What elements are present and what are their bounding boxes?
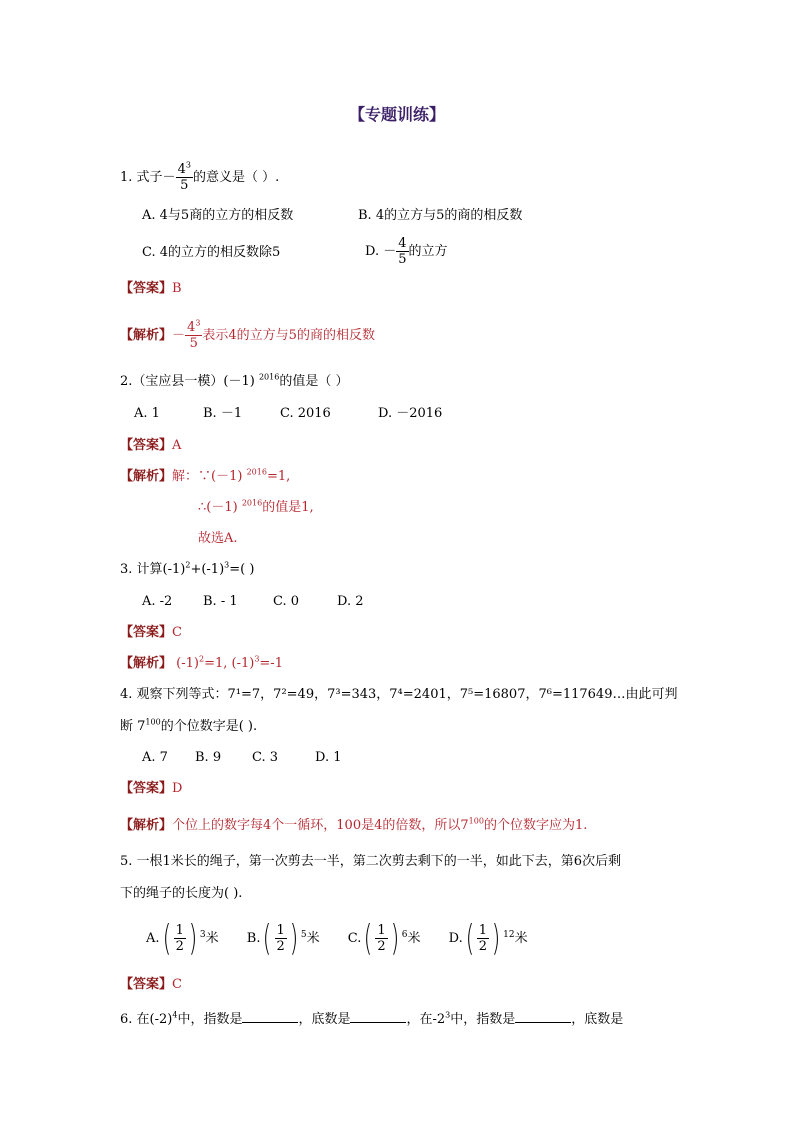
q2-exp: 2016	[258, 372, 280, 382]
q2-stem-tail: 的值是（ ）	[279, 374, 349, 389]
q5-opt-d-den: 2	[478, 939, 488, 954]
q2-option-c: C. 2016	[280, 406, 331, 421]
q2-stem: 2.（宝应县一模）(－1)	[120, 374, 259, 389]
q1-optd-prefix: D. －	[365, 244, 397, 259]
q3-an-a: (-1)	[176, 656, 199, 671]
q4-l2b: 的个位数字是( ).	[160, 719, 258, 734]
q3-option-a: A. -2	[142, 594, 173, 609]
q5-option-a: A.( $\frac{1}{2}$ ) 3米	[146, 931, 219, 946]
question-5-line1: 5. 一根1米长的绳子，第一次剪去一半，第二次剪去剩下的一半，如此下去，第6次后剩	[120, 854, 622, 869]
q5-opt-d-frac	[477, 923, 489, 954]
q6-blank-2[interactable]	[350, 1010, 406, 1023]
q3-option-b: B. - 1	[203, 594, 238, 609]
q2-answer	[120, 437, 181, 455]
q4-option-a: A. 7	[142, 750, 168, 765]
q5-opt-d-num: 1	[478, 923, 488, 938]
q1-optd-den: 5	[398, 252, 407, 267]
q6-exp2: 3	[445, 1010, 451, 1020]
q5-opt-a-den: 2	[175, 939, 184, 954]
q6-f: ，底数是	[571, 1012, 624, 1027]
q4-l2exp: 100	[145, 717, 161, 727]
q1-an-frac-exp: 3	[195, 318, 201, 328]
q1-frac-den: 5	[180, 178, 189, 193]
q4-analysis	[120, 817, 587, 835]
q6-blank-1[interactable]	[242, 1010, 298, 1023]
q4-answer-label: 【答案】	[120, 781, 173, 796]
q1-option-d	[365, 236, 448, 267]
question-4-line2	[120, 718, 257, 736]
q5-opt-a-num: 1	[175, 923, 184, 938]
q4-answer	[120, 780, 182, 798]
q5-option-c: C.( $\frac{1}{2}$ ) 6米	[348, 931, 421, 946]
q2-an-1exp: 2016	[246, 467, 267, 477]
q1-analysis-label: 【解析】	[120, 328, 173, 343]
q5-option-d: D.( $\frac{1}{2}$ ) 12米	[449, 931, 528, 946]
q6-blank-3[interactable]	[515, 1010, 571, 1023]
q4-option-d: D. 1	[315, 750, 342, 765]
q2-analysis-line1	[120, 468, 290, 486]
q6-a: 6. 在(-2)	[120, 1012, 173, 1027]
q3-analysis-label: 【解析】	[120, 656, 173, 671]
q3-stem-a: 3. 计算(-1)	[120, 562, 186, 577]
q5-opt-b-label: B.	[246, 931, 261, 946]
q5-opt-c-label: C.	[347, 931, 362, 946]
q5-opt-c-num: 1	[377, 923, 386, 938]
q2-analysis-line3: 故选A.	[198, 531, 238, 546]
q2-option-b: B. －1	[203, 406, 243, 421]
q4-analysis-label: 【解析】	[120, 818, 173, 833]
q5-answer	[120, 976, 182, 994]
q5-opt-c-unit: 米	[407, 931, 421, 946]
q1-option-c: C. 4的立方的相反数除5	[142, 245, 281, 260]
q2-answer-label: 【答案】	[120, 438, 173, 453]
q5-opt-d-label: D.	[448, 931, 463, 946]
q5-answer-value: C	[172, 977, 182, 992]
q5-opt-d-unit: 米	[514, 931, 528, 946]
q2-an-2b: 的值是1,	[262, 500, 314, 515]
q5-option-b: B.( $\frac{1}{2}$ ) 5米	[247, 931, 320, 946]
q5-opt-c-den: 2	[377, 939, 386, 954]
q4-option-c: C. 3	[252, 750, 279, 765]
q3-exp2: 3	[224, 560, 230, 570]
question-3-stem	[120, 561, 254, 579]
q4-an-exp: 100	[468, 816, 484, 826]
q5-options	[146, 918, 528, 960]
q1-optd-fraction	[396, 236, 408, 267]
q5-opt-d-exp: 12	[503, 930, 515, 940]
q3-option-c: C. 0	[273, 594, 300, 609]
q5-opt-c-frac	[375, 923, 387, 954]
q3-stem-b: +(-1)	[190, 562, 225, 577]
q4-answer-value: D	[172, 781, 183, 796]
q2-an-2a: ∴(－1)	[198, 500, 242, 515]
q4-option-b: B. 9	[195, 750, 222, 765]
q1-fraction	[176, 162, 193, 193]
q1-analysis-text: 表示4的立方与5的商的相反数	[202, 328, 375, 343]
q1-suffix: 的意义是（ ）.	[192, 170, 280, 185]
page-title: 【专题训练】	[348, 105, 445, 124]
q4-an-b: 的个位数字应为1.	[483, 818, 588, 833]
q2-answer-value: A	[172, 438, 182, 453]
q1-frac-exp: 3	[185, 160, 191, 170]
q3-an-exp2: 3	[254, 654, 260, 664]
q2-option-d: D. －2016	[378, 406, 443, 421]
q3-answer-value: C	[172, 625, 182, 640]
q2-an-2exp: 2016	[241, 498, 263, 508]
question-1-stem: 1. 式子－ $\frac{4^3}{5}$ 的意义是（ ）.	[120, 160, 280, 193]
q5-opt-a-exp: 3	[199, 930, 206, 940]
q1-option-b: B. 4的立方与5的商的相反数	[358, 208, 523, 223]
q6-d: ，在-2	[406, 1012, 446, 1027]
q6-b: 中，指数是	[177, 1012, 243, 1027]
question-4-line1: 4. 观察下列等式：7¹=7，7²=49，7³=343，7⁴=2401，7⁵=16807，7⁶=117649…由此可判	[120, 687, 678, 702]
question-5-line2: 下的绳子的长度为( ).	[120, 886, 243, 901]
q1-answer-label: 【答案】	[120, 281, 173, 296]
q5-opt-b-num: 1	[276, 923, 285, 938]
q1-an-frac-den: 5	[189, 336, 198, 351]
q6-c: ，底数是	[298, 1012, 351, 1027]
q2-analysis-label: 【解析】	[120, 469, 173, 484]
q5-answer-label: 【答案】	[120, 977, 173, 992]
q3-exp1: 2	[185, 560, 191, 570]
question-2-stem	[120, 373, 348, 391]
q5-opt-a-label: A.	[146, 931, 160, 946]
q3-answer-label: 【答案】	[120, 625, 173, 640]
q5-opt-b-den: 2	[276, 939, 285, 954]
q5-opt-a-frac	[174, 923, 186, 954]
q5-opt-b-unit: 米	[306, 931, 320, 946]
q1-answer-value: B	[172, 281, 182, 296]
q1-prefix: 1. 式子	[120, 170, 163, 185]
q3-an-b: =1, (-1)	[204, 656, 255, 671]
q1-option-a: A. 4与5商的立方的相反数	[142, 208, 294, 223]
q6-exp1: 4	[172, 1010, 178, 1020]
q3-option-d: D. 2	[337, 594, 364, 609]
q1-frac-num: 4	[177, 162, 186, 177]
q3-an-exp1: 2	[198, 654, 205, 664]
q1-analysis-fraction	[185, 320, 202, 351]
question-6-stem	[120, 1010, 623, 1029]
q1-optd-num: 4	[398, 236, 407, 251]
q2-analysis-line2	[198, 499, 314, 517]
q1-analysis: 【解析】－ $\frac{4^3}{5}$ 表示4的立方与5的商的相反数	[120, 318, 375, 351]
q3-answer	[120, 624, 182, 642]
q2-option-a: A. 1	[134, 406, 160, 421]
q1-optd-suffix: 的立方	[408, 244, 448, 259]
q3-analysis	[120, 655, 283, 673]
q1-answer	[120, 280, 182, 298]
q5-opt-c-exp: 6	[401, 930, 408, 940]
q5-opt-b-frac	[275, 923, 287, 954]
q3-an-c: =-1	[259, 656, 283, 671]
q5-opt-b-exp: 5	[300, 930, 307, 940]
q4-l2a: 断 7	[120, 719, 146, 734]
q5-opt-a-unit: 米	[205, 931, 219, 946]
q1-an-frac-num: 4	[187, 320, 196, 335]
q6-e: 中，指数是	[450, 1012, 516, 1027]
q2-an-1a: 解：∵(－1)	[172, 469, 247, 484]
q2-an-1b: =1,	[266, 469, 291, 484]
q3-stem-c: =( )	[229, 562, 255, 577]
q4-an-a: 个位上的数字每4个一循环，100是4的倍数，所以7	[172, 818, 469, 833]
